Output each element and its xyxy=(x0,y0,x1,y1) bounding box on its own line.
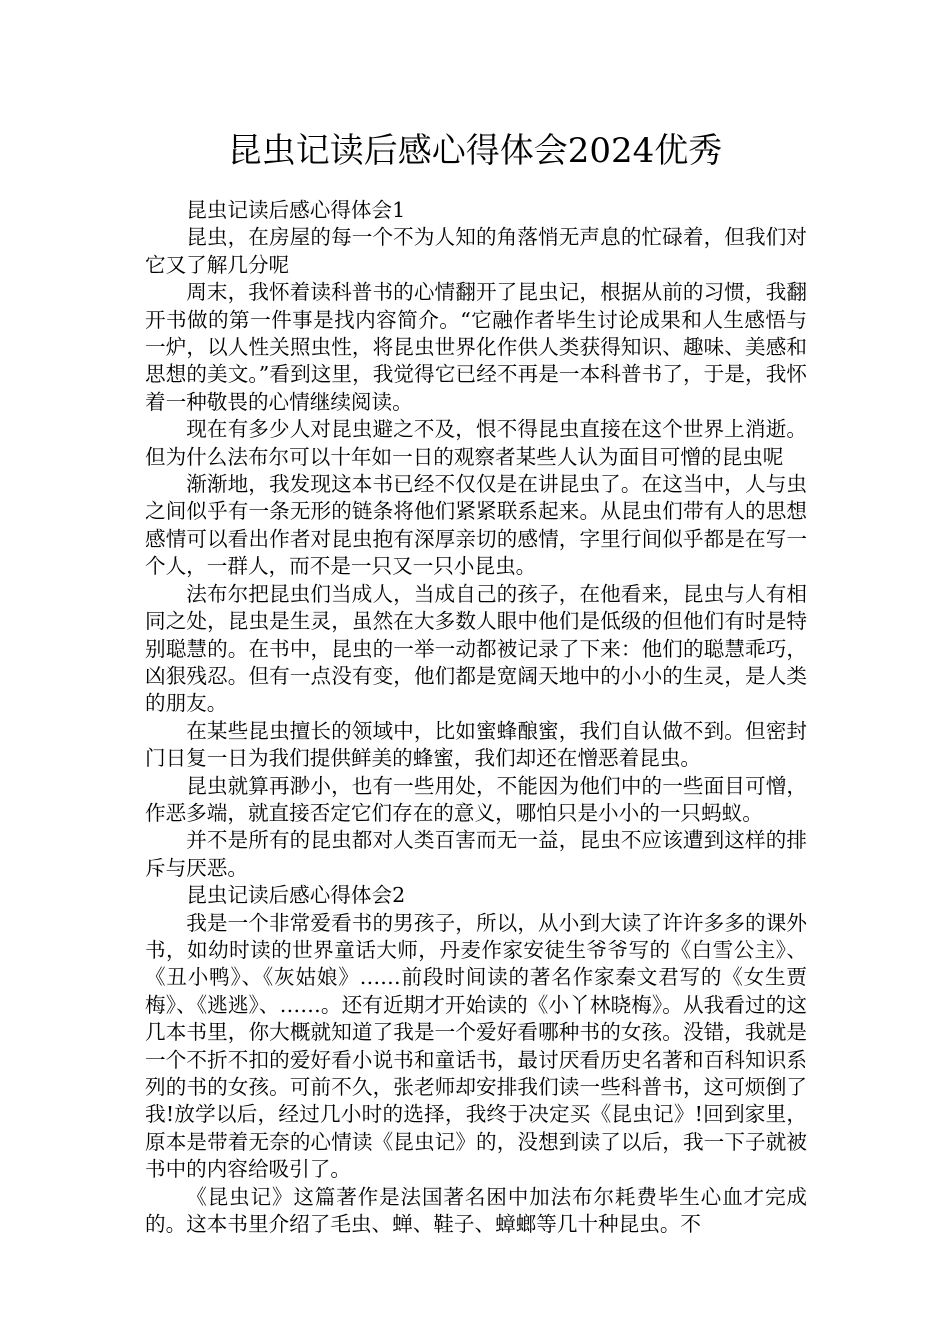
paragraph: 昆虫，在房屋的每一个不为人知的角落悄无声息的忙碌着，但我们对它又了解几分呢 xyxy=(145,225,807,277)
document-title: 昆虫记读后感心得体会2024优秀 xyxy=(227,131,723,171)
paragraph: 在某些昆虫擅长的领域中，比如蜜蜂酿蜜，我们自认做不到。但密封门日复一日为我们提供鲜美的蜂蜜，我们却还在憎恶着昆虫。 xyxy=(145,718,807,771)
document-body xyxy=(145,197,807,1238)
paragraph: 昆虫就算再渺小，也有一些用处，不能因为他们中的一些面目可憎，作恶多端，就直接否定它们存在的意义，哪怕只是小小的一只蚂蚁。 xyxy=(145,773,807,825)
paragraph: 现在有多少人对昆虫避之不及，恨不得昆虫直接在这个世界上消逝。但为什么法布尔可以十年如一日的观察者某些人认为面目可憎的昆虫呢 xyxy=(145,417,807,469)
section-heading: 昆虫记读后感心得体会2 xyxy=(186,883,406,908)
section-heading: 昆虫记读后感心得体会1 xyxy=(186,198,406,222)
paragraph: 渐渐地，我发现这本书已经不仅仅是在讲昆虫了。在这当中，人与虫之间似乎有一条无形的链条将他们紧紧联系起来。从昆虫们带有人的思想感情可以看出作者对昆虫抱有深厚亲切的感情，字里行间似乎都是在写一个人，一群人，而不是一只又一只小昆虫。 xyxy=(145,472,807,579)
paragraph: 并不是所有的昆虫都对人类百害而无一益，昆虫不应该遭到这样的排斥与厌恶。 xyxy=(145,828,807,880)
paragraph: 周末，我怀着读科普书的心情翻开了昆虫记，根据从前的习惯，我翻开书做的第一件事是找内容简介。“它融作者毕生讨论成果和人生感悟与一炉，以人性关照虫性，将昆虫世界化作供人类获得知识、趣味、美感和思想的美文。”看到这里，我觉得它已经不再是一本科普书了，于是，我怀着一种敬畏的心情继续阅读。 xyxy=(145,280,807,414)
paragraph: 我是一个非常爱看书的男孩子，所以，从小到大读了许许多多的课外书，如幼时读的世界童话大师，丹麦作家安徒生爷爷写的《白雪公主》、《丑小鸭》、《灰姑娘》……前段时间读的著名作家秦文君写的《女生贾梅》、《逃逃》、……。还有近期才开始读的《小丫林晓梅》。从我看过的这几本书里，你大概就知道了我是一个爱好看哪种书的女孩。没错，我就是一个不折不扣的爱好看小说书和童话书，最讨厌看历史名著和百科知识系列的书的女孩。可前不久，张老师却安排我们读一些科普书，这可烦倒了我!放学以后，经过几小时的选择，我终于决定买《昆虫记》!回到家里，原本是带着无奈的心情读《昆虫记》的，没想到读了以后，我一下子就被书中的内容给吸引了。 xyxy=(145,910,807,1182)
paragraph: 《昆虫记》这篇著作是法国著名困中加法布尔耗费毕生心血才完成的。这本书里介绍了毛虫、蝉、鞋子、蟑螂等几十种昆虫。不 xyxy=(145,1184,807,1237)
paragraph: 法布尔把昆虫们当成人，当成自己的孩子，在他看来，昆虫与人有相同之处，昆虫是生灵，虽然在大多数人眼中他们是低级的但他们有时是特别聪慧的。在书中，昆虫的一举一动都被记录了下来：他们的聪慧乖巧，凶狠残忍。但有一点没有变，他们都是宽阔天地中的小小的生灵，是人类的朋友。 xyxy=(145,581,807,716)
